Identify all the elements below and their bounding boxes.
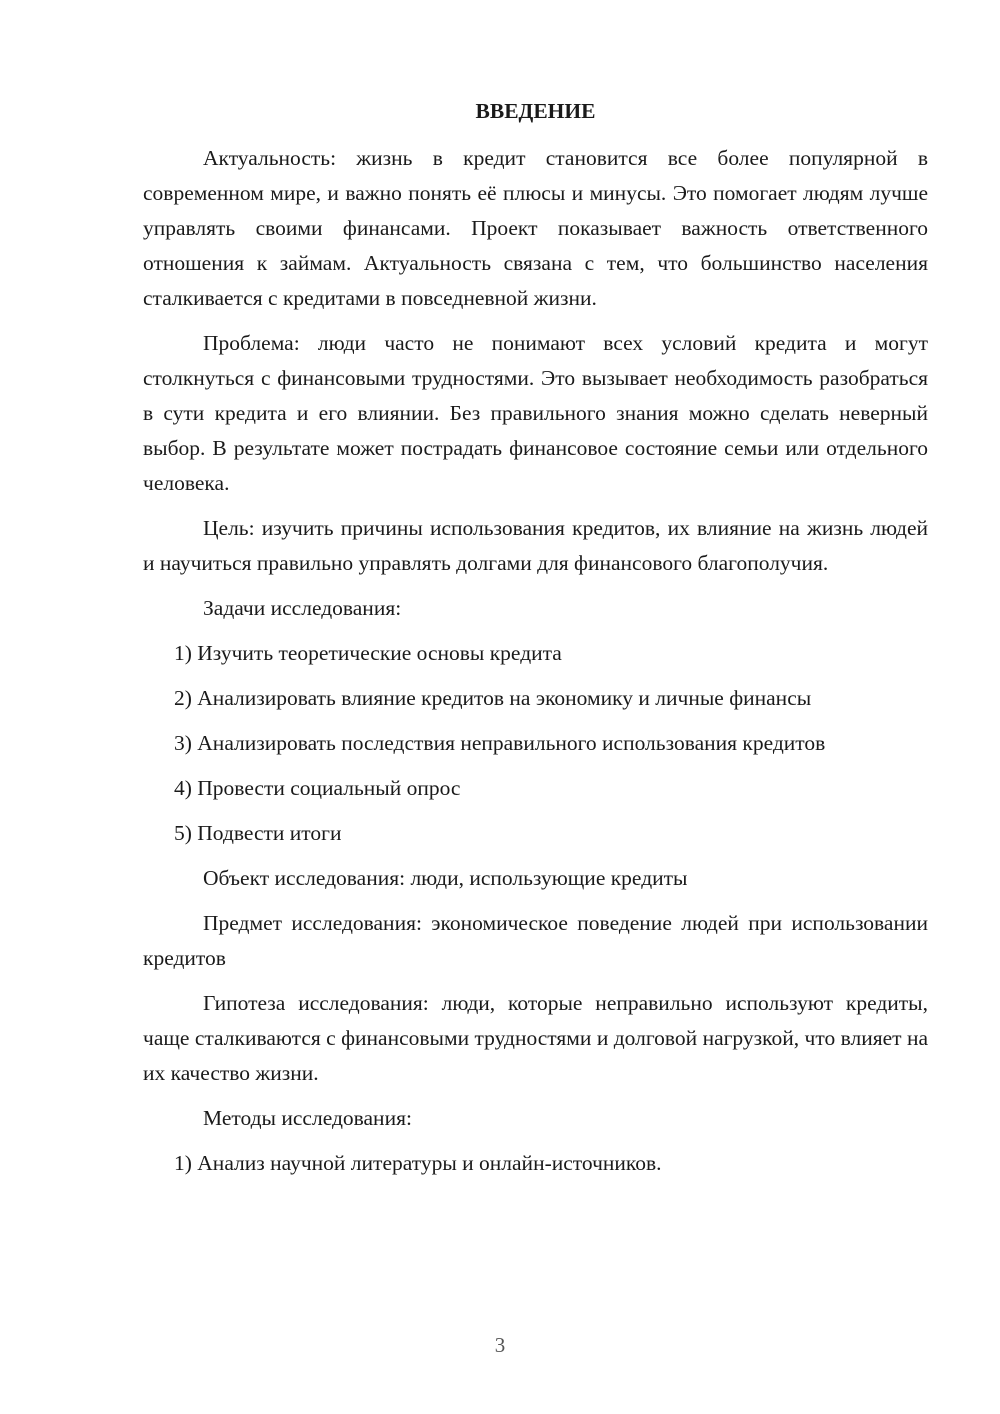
page-title: ВВЕДЕНИЕ — [475, 99, 596, 123]
task-item-4: 4) Провести социальный опрос — [174, 776, 461, 800]
task-item-3: 3) Анализировать последствия неправильного использования кредитов — [174, 731, 826, 755]
task-item-1: 1) Изучить теоретические основы кредита — [174, 641, 562, 665]
paragraph-problem: Проблема: люди часто не понимают всех условий кредита и могут столкнуться с финансовыми трудностями. Это вызывает необходимость разобраться в сути кредита и его влиянии. Без правильного знания можно сделать неверный выбор. В результате может пострадать финансовое состояние семьи или отдельного человека. — [143, 331, 928, 495]
page-number: 3 — [494, 1333, 506, 1357]
methods-heading: Методы исследования: — [203, 1106, 412, 1130]
paragraph-object: Объект исследования: люди, использующие кредиты — [203, 866, 688, 890]
document-page — [143, 94, 928, 1191]
method-item-1: 1) Анализ научной литературы и онлайн-источников. — [174, 1151, 662, 1175]
paragraph-subject: Предмет исследования: экономическое поведение людей при использовании кредитов — [143, 911, 928, 970]
paragraph-hypothesis: Гипотеза исследования: люди, которые неправильно используют кредиты, чаще сталкиваются с финансовыми трудностями и долговой нагрузкой, что влияет на их качество жизни. — [143, 991, 928, 1085]
task-item-2: 2) Анализировать влияние кредитов на экономику и личные финансы — [174, 686, 812, 710]
tasks-heading: Задачи исследования: — [203, 596, 402, 620]
task-item-5: 5) Подвести итоги — [174, 821, 342, 845]
paragraph-goal: Цель: изучить причины использования кредитов, их влияние на жизнь людей и научиться правильно управлять долгами для финансового благополучия. — [143, 516, 928, 575]
paragraph-relevance: Актуальность: жизнь в кредит становится все более популярной в современном мире, и важно понять её плюсы и минусы. Это помогает людям лучше управлять своими финансами. Проект показывает важность ответственного отношения к займам. Актуальность связана с тем, что большинство населения сталкивается с кредитами в повседневной жизни. — [143, 146, 928, 310]
